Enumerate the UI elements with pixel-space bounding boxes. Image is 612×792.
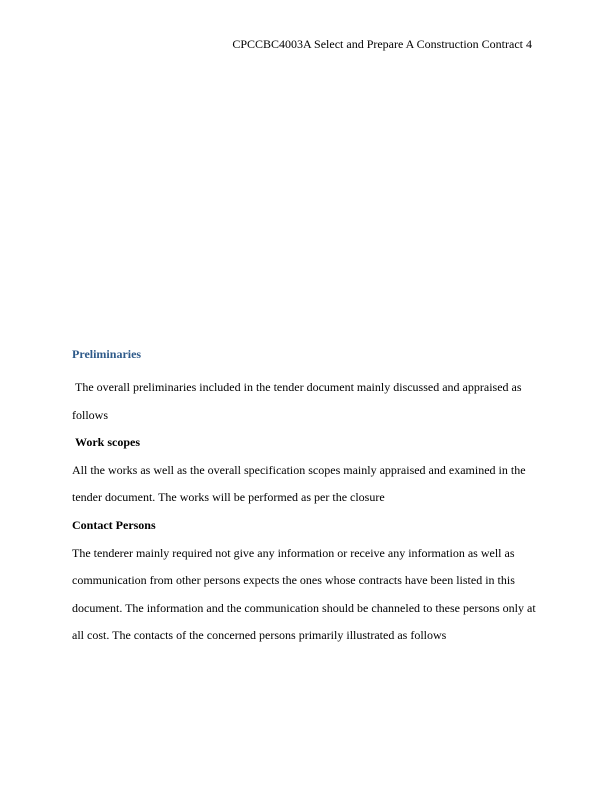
paragraph-contact-persons: The tenderer mainly required not give any information or receive any information as well as communication from other persons expects the ones whose contracts have been listed in this document. The information and the communication should be channeled to these persons only at all cost. The contacts of the concerned persons primarily illustrated as follows [72,545,536,643]
heading-contact-persons: Contact Persons [72,517,156,532]
heading-preliminaries: Preliminaries [72,347,142,361]
document-body [72,346,540,650]
paragraph-work-scopes: All the works as well as the overall specification scopes mainly appraised and examined in the tender document. The works will be performed as per the closure [72,462,526,505]
heading-work-scopes: Work scopes [72,435,141,450]
paragraph-preliminaries: The overall preliminaries included in the tender document mainly discussed and appraised as follows [72,380,525,422]
page-header: CPCCBC4003A Select and Prepare A Construction Contract 4 [232,37,532,51]
